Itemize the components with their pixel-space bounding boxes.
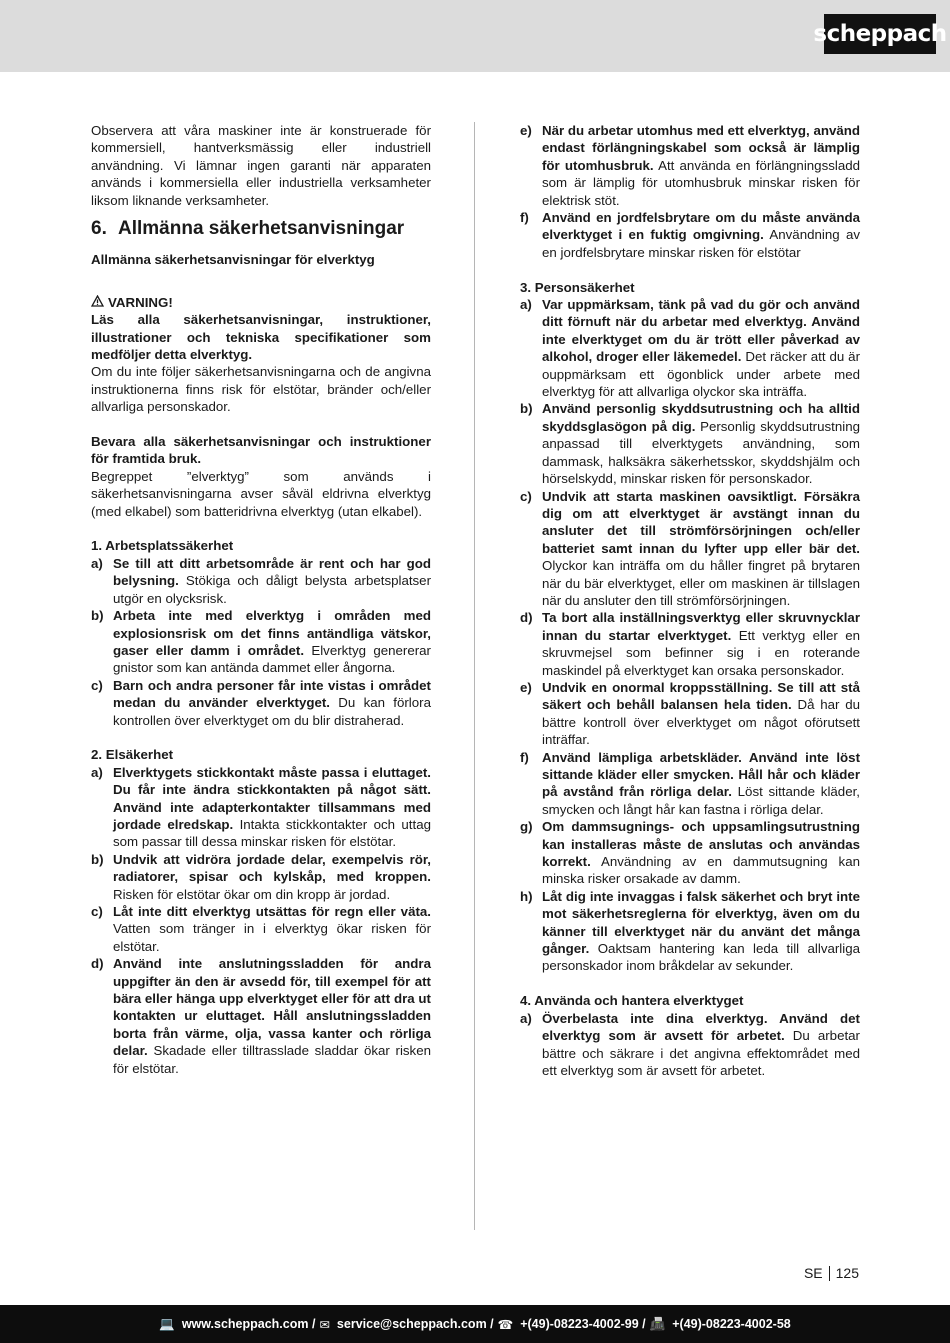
list-item: a) Var uppmärksam, tänk på vad du gör och använd ditt förnuft när du arbetar med elverktyg. Använd inte elverktyget om du är trött eller påverkad av alkohol, droger eller läkemedel. Det räcker att du är ouppmärksam ett ögonblick under arbete med elverktyg för att allvarliga olyckor ska inträffa.	[520, 297, 860, 400]
list-item: d) Ta bort alla inställningsverktyg eller skruvnycklar innan du startar elverktyget. Ett verktyg eller en skruvmejsel som befinner sig i en roterande maskindel på elverktyget kan orsaka personskador.	[520, 610, 861, 678]
keep-instructions-bold: Bevara alla säkerhetsanvisningar och instruktioner för framtida bruk.	[91, 434, 431, 467]
section-number: 6.	[91, 218, 107, 240]
list-item: g) Om dammsugnings- och uppsamlingsutrustning kan installeras måste de anslutas och användas korrekt. Användning av en dammutsugning kan minska risker orsakade av damm.	[520, 819, 860, 887]
list-item: e) Undvik en onormal kroppsställning. Se till att stå säkert och behåll balansen hela tiden. Då har du bättre kontroll över elverktyget om något oförutsett inträffar.	[520, 679, 860, 748]
section-use-title: 4. Använda och hantera elverktyget	[520, 993, 744, 1009]
subtitle: Allmänna säkerhetsanvisningar för elverktyg	[91, 252, 375, 268]
footer-bar	[0, 1305, 950, 1343]
right-column	[520, 122, 860, 1079]
footer-phone: +(49)-08223-4002-99 /	[520, 1317, 646, 1331]
list-item: a) Se till att ditt arbetsområde är rent och har god belysning. Stökiga och dåligt belysta arbetsplatser utgör en olycksrisk.	[91, 555, 431, 606]
page-lang: SE	[803, 1265, 823, 1281]
section-personal-title: 3. Personsäkerhet	[520, 279, 635, 295]
list-item: e) När du arbetar utomhus med ett elverktyg, använd endast förlängningskabel som också är lämplig för utomhusbruk. Att använda en förlängningssladd som är lämplig för utomhusbruk minskar risken för elektrisk stöt.	[520, 123, 860, 208]
list-item: b) Undvik att vidröra jordade delar, exempelvis rör, radiatorer, spisar och kylskåp, med kroppen. Risken för elstötar ökar om din kropp är jordad.	[91, 851, 431, 902]
phone-icon: ☎	[497, 1317, 514, 1332]
section-workplace-title: 1. Arbetsplatssäkerhet	[91, 538, 234, 554]
header-band	[0, 0, 950, 72]
warning-label: VARNING!	[91, 294, 431, 311]
list-item: b) Använd personlig skyddsutrustning och ha alltid skyddsglasögon på dig. Personlig skyddsutrustning anpassad till elverktygets användning, som dammask, halksäkra säkerhetsskor, skyddshjälm och hörselskydd, minskar risken för personskador.	[520, 401, 860, 487]
list-item: f) Använd lämpliga arbetskläder. Använd inte löst sittande kläder eller smycken. Håll hår och kläder på avstånd från rörliga delar. Löst sittande kläder, smycken och långt hår kan fastna i rörliga delar.	[520, 749, 860, 817]
warning-bold-text: Läs alla säkerhetsanvisningar, instruktioner, illustrationer och tekniska specifikationer som medföljer detta elverktyg.	[91, 312, 431, 363]
computer-icon: 💻	[159, 1316, 175, 1331]
warning-text: Om du inte följer säkerhetsanvisningarna och de angivna instruktionerna finns risk för elstötar, bränder och/eller allvarliga personskador.	[91, 364, 431, 415]
list-item: c) Undvik att starta maskinen oavsiktligt. Försäkra dig om att elverktyget är avstängt innan du ansluter det till strömförsörjningen och/eller batteriet samt innan du lyfter upp eller bär det. Olyckor kan inträffa om du håller fingret på brytaren när du bär elverktyget, eller om maskinen är tillslagen när du ansluter den till strömförsörjningen.	[520, 488, 860, 608]
section-electrical-title: 2. Elsäkerhet	[91, 747, 174, 763]
page-number-value: 125	[835, 1265, 859, 1281]
list-item: h) Låt dig inte invaggas i falsk säkerhet och bryt inte mot säkerhetsreglerna för elverktyg, även om du känner till elverktyget när du använt det många gånger. Oaktsam hantering kan leda till allvarliga personskador inom bråkdelar av sekunder.	[520, 888, 860, 974]
list-item: b) Arbeta inte med elverktyg i områden med explosionsrisk om det finns antändliga vätskor, gaser eller damm i området. Elverktyg genererar gnistor som kan antända dammet eller ångorna.	[91, 608, 431, 676]
column-divider	[474, 122, 475, 1230]
list-item: c) Låt inte ditt elverktyg utsättas för regn eller väta. Vatten som tränger in i elverktyg ökar risken för elstötar.	[91, 904, 431, 954]
list-item: c) Barn och andra personer får inte vistas i området medan du använder elverktyget. Du kan förlora kontrollen över elverktyget om du blir distraherad.	[91, 677, 431, 728]
keep-instructions-text: Begreppet ”elverktyg” som används i säkerhetsanvisningarna avser såväl eldrivna elverktyg (med elkabel) som batteridrivna elverktyg (utan elkabel).	[91, 468, 431, 519]
intro-paragraph: Observera att våra maskiner inte är konstruerade för kommersiell, hantverksmässig eller industriell användning. Vi lämnar ingen garanti när apparaten används i kommersiella eller industriella verksamheter liksom liknande verksamheter.	[91, 123, 431, 208]
footer-web[interactable]: www.scheppach.com /	[181, 1317, 316, 1331]
page-number	[804, 1265, 859, 1281]
left-column	[91, 122, 431, 1077]
section-heading	[91, 217, 431, 241]
warning-triangle-icon	[91, 294, 104, 311]
footer-fax: +(49)-08223-4002-58	[672, 1317, 791, 1331]
list-item: a) Överbelasta inte dina elverktyg. Använd det elverktyg som är avsett för arbetet. Du arbetar bättre och säkrare i det angivna effektområdet med ett elverktyg som är avsett för arbetet.	[520, 1010, 860, 1078]
list-item: d) Använd inte anslutningssladden för andra uppgifter än den är avsedd för, till exempel för att bära eller hänga upp elverktyget eller för att dra ut kontakten ur eluttaget. Håll anslutningssladden borta från värme, olja, vassa kanter och rörliga delar. Skadade eller tilltrasslade sladdar ökar risken för elstötar.	[91, 956, 431, 1076]
list-item: f) Använd en jordfelsbrytare om du måste använda elverktyget i en fuktig omgivning. Användning av en jordfelsbrytare minskar risken för elstötar	[520, 210, 860, 260]
section-title: Allmänna säkerhetsanvisningar	[118, 218, 405, 240]
mail-icon: ✉	[319, 1317, 330, 1332]
brand-logo: scheppach	[824, 14, 936, 54]
fax-icon: 📠	[649, 1316, 666, 1331]
footer-email[interactable]: service@scheppach.com /	[336, 1317, 494, 1331]
list-item: a) Elverktygets stickkontakt måste passa i eluttaget. Du får inte ändra stickkontakten på något sätt. Använd inte adapterkontakter tillsammans med jordade elredskap. Intakta stickkontakter och uttag som passar till dessa minskar risken för elstötar.	[91, 764, 431, 850]
